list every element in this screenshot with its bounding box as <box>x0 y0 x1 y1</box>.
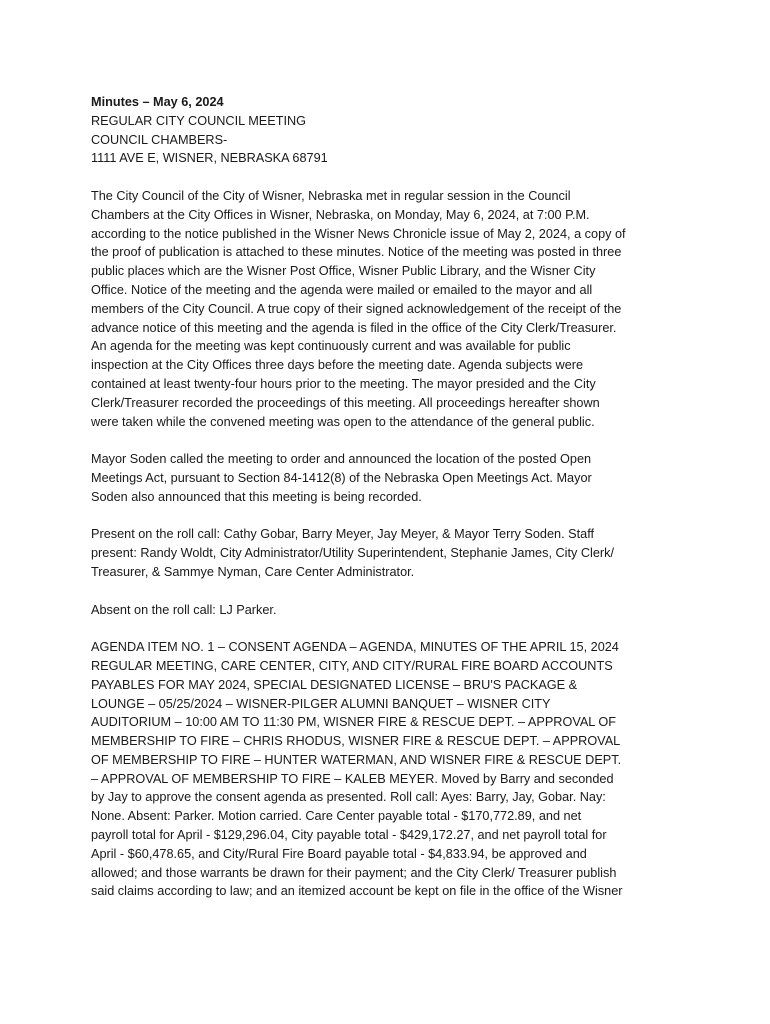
document-page <box>91 93 677 901</box>
meeting-type: REGULAR CITY COUNCIL MEETING <box>91 113 307 128</box>
paragraph-call-to-order: Mayor Soden called the meeting to order and announced the location of the posted Open Meetings Act, pursuant to Section 84-1412(8) of the Nebraska Open Meetings Act. Mayor Soden also announced that this meeting is being recorded. <box>91 452 592 504</box>
paragraph-session-notice: The City Council of the City of Wisner, Nebraska met in regular session in the Council Chambers at the City Offices in Wisner, Nebraska, on Monday, May 6, 2024, at 7:00 P.M. according to the notice published in the Wisner News Chronicle issue of May 2, 2024, a copy of the proof of publication is attached to these minutes. Notice of the meeting was posted in three public places which are the Wisner Post Office, Wisner Public Library, and the Wisner City Office. Notice of the meeting and the agenda were mailed or emailed to the mayor and all members of the City Council. A true copy of their signed acknowledgement of the receipt of the advance notice of this meeting and the agenda is filed in the office of the City Clerk/Treasurer. An agenda for the meeting was kept continuously current and was available for public inspection at the City Offices three days before the meeting date. Agenda subjects were contained at least twenty-four hours prior to the meeting. The mayor presided and the City Clerk/Treasurer recorded the proceedings of this meeting. All proceedings hereafter shown were taken while the convened meeting was open to the attendance of the general public. <box>91 188 626 429</box>
paragraph-roll-call-absent: Absent on the roll call: LJ Parker. <box>91 602 277 617</box>
meeting-address: 1111 AVE E, WISNER, NEBRASKA 68791 <box>91 151 328 166</box>
document-title: Minutes – May 6, 2024 <box>91 95 224 109</box>
paragraph-roll-call-present: Present on the roll call: Cathy Gobar, Barry Meyer, Jay Meyer, & Mayor Terry Soden. Staff present: Randy Woldt, City Administrator/Utility Superintendent, Stephanie James, City Clerk/ Treasurer, & Sammye Nyman, Care Center Administrator. <box>91 527 614 579</box>
document-header <box>91 93 677 168</box>
meeting-location: COUNCIL CHAMBERS- <box>91 132 228 147</box>
paragraph-agenda-item-1: AGENDA ITEM NO. 1 – CONSENT AGENDA – AGENDA, MINUTES OF THE APRIL 15, 2024 REGULAR MEETING, CARE CENTER, CITY, AND CITY/RURAL FIRE BOARD ACCOUNTS PAYABLES FOR MAY 2024, SPECIAL DESIGNATED LICENSE – BRU'S PACKAGE & LOUNGE – 05/25/2024 – WISNER-PILGER ALUMNI BANQUET – WISNER CITY AUDITORIUM – 10:00 AM TO 11:30 PM, WISNER FIRE & RESCUE DEPT. – APPROVAL OF MEMBERSHIP TO FIRE – CHRIS RHODUS, WISNER FIRE & RESCUE DEPT. – APPROVAL OF MEMBERSHIP TO FIRE – HUNTER WATERMAN, AND WISNER FIRE & RESCUE DEPT. – APPROVAL OF MEMBERSHIP TO FIRE – KALEB MEYER. Moved by Barry and seconded by Jay to approve the consent agenda as presented. Roll call: Ayes: Barry, Jay, Gobar. Nay: None. Absent: Parker. Motion carried. Care Center payable total - $170,772.89, and net payroll total for April - $129,296.04, City payable total - $429,172.27, and net payroll total for April - $60,478.65, and City/Rural Fire Board payable total - $4,833.94, be approved and allowed; and those warrants be drawn for their payment; and the City Clerk/ Treasurer publish said claims according to law; and an itemized account be kept on file in the office of the Wisner <box>91 640 623 899</box>
